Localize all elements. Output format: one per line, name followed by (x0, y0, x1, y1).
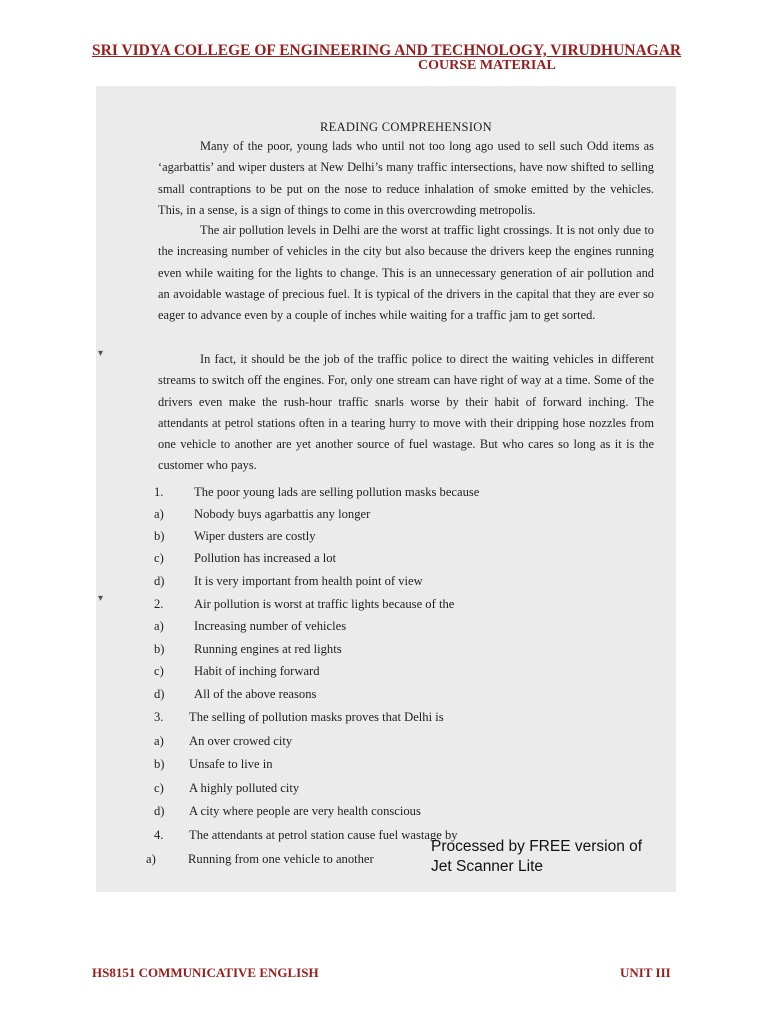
option-label: d) (154, 804, 165, 818)
scan-mark-1: ▾ (98, 348, 104, 359)
question-text: The selling of pollution masks proves that Delhi is (189, 710, 444, 724)
option-label: c) (154, 551, 164, 565)
option-label: a) (154, 619, 164, 633)
footer-course: HS8151 COMMUNICATIVE ENGLISH (92, 965, 319, 980)
question-number: 3. (154, 710, 164, 724)
question-number: 1. (154, 485, 164, 499)
question-number: 2. (154, 597, 164, 611)
option-text: A highly polluted city (189, 781, 300, 795)
option-text: An over crowed city (189, 734, 293, 748)
option-label: a) (154, 734, 164, 748)
college-name: SRI VIDYA COLLEGE OF ENGINEERING AND TECHNOLOGY, VIRUDHUNAGAR (92, 42, 682, 59)
passage-paragraph-2: The air pollution levels in Delhi are the worst at traffic light crossings. It is not only due to the increasing number of vehicles in the city but also because the drivers keep the engines running even while waiting for the lights to change. This is an unnecessary generation of air pollution and an avoidable wastage of precious fuel. It is typical of the drivers in the capital that they are ever so eager to advance even by a couple of inches while waiting for a traffic jam to get sorted. (158, 223, 654, 323)
option-text: Unsafe to live in (189, 757, 273, 771)
option-text: A city where people are very health conscious (189, 804, 421, 818)
option-label: d) (154, 687, 165, 701)
option-label: a) (146, 852, 156, 866)
option-label: b) (154, 757, 165, 771)
option-text: Habit of inching forward (194, 664, 320, 678)
option-text: Increasing number of vehicles (194, 619, 347, 633)
option-text: It is very important from health point of view (194, 574, 423, 588)
passage-title: READING COMPREHENSION (320, 120, 492, 134)
scanner-watermark: Processed by FREE version of Jet Scanner Lite (431, 838, 643, 875)
option-label: b) (154, 642, 165, 656)
option-label: a) (154, 507, 164, 521)
scanned-page (96, 86, 676, 892)
option-text: Running from one vehicle to another (188, 852, 374, 866)
option-text: Pollution has increased a lot (194, 551, 336, 565)
option-text: All of the above reasons (194, 687, 317, 701)
option-label: b) (154, 529, 165, 543)
option-label: d) (154, 574, 165, 588)
option-label: c) (154, 781, 164, 795)
option-label: c) (154, 664, 164, 678)
option-text: Running engines at red lights (194, 642, 342, 656)
option-text: Wiper dusters are costly (194, 529, 316, 543)
passage-paragraph-3: In fact, it should be the job of the traffic police to direct the waiting vehicles in different streams to switch off the engines. For, only one stream can have right of way at a time. Some of the drivers even make the rush-hour traffic snarls worse by their habit of forward inching. The attendants at petrol stations often in a tearing hurry to move with their dripping hose nozzles from one vehicle to another are yet another source of fuel wastage. But who cares so long as it is the customer who pays. (158, 352, 654, 473)
course-material-label: COURSE MATERIAL (418, 58, 556, 73)
passage-paragraph-1: Many of the poor, young lads who until not too long ago used to sell such Odd items as ‘agarbattis’ and wiper dusters at New Delhi’s many traffic intersections, have now shifted to selling small contraptions to be put on the nose to reduce inhalation of smoke emitted by the vehicles. This, in a sense, is a sign of things to come in this overcrowding metropolis. (158, 139, 654, 217)
question-text: Air pollution is worst at traffic lights because of the (194, 597, 455, 611)
question-number: 4. (154, 828, 164, 842)
question-text: The attendants at petrol station cause fuel wastage by (189, 828, 458, 842)
option-text: Nobody buys agarbattis any longer (194, 507, 371, 521)
footer-unit: UNIT III (620, 965, 671, 980)
scan-mark-2: ▾ (98, 593, 104, 604)
question-text: The poor young lads are selling pollution masks because (194, 485, 480, 499)
